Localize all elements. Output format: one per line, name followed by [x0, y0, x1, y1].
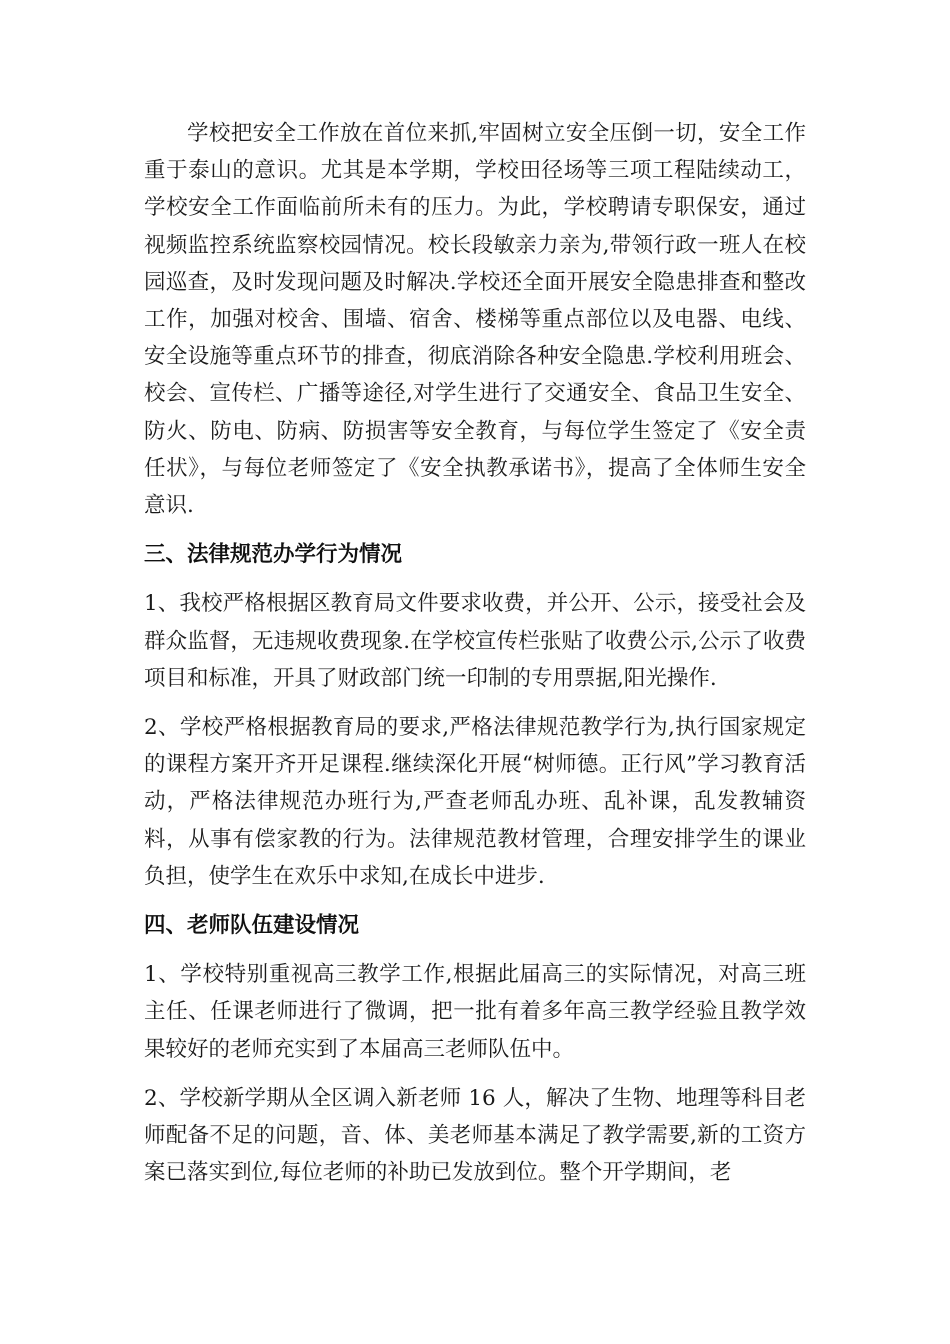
section-heading-teacher-team: 四、老师队伍建设情况: [144, 913, 360, 939]
section3-item-1: 1、我校严格根据区教育局文件要求收费，并公开、公示，接受社会及群众监督，无违规收费现象.在学校宣传栏张贴了收费公示,公示了收费项目和标准，开具了财政部门统一印制的专用票据,阳光操作.: [144, 591, 806, 691]
section4-item-1: 1、学校特别重视高三教学工作,根据此届高三的实际情况，对高三班主任、任课老师进行了微调，把一批有着多年高三教学经验且教学效果较好的老师充实到了本届高三老师队伍中。: [144, 962, 806, 1062]
section-heading-law-conduct: 三、法律规范办学行为情况: [144, 542, 403, 568]
section4-item-2: 2、学校新学期从全区调入新老师 16 人，解决了生物、地理等科目老师配备不足的问题，音、体、美老师基本满足了教学需要,新的工资方案已落实到位,每位老师的补助已发放到位。整个开学期间，老: [144, 1085, 806, 1186]
section3-item-2: 2、学校严格根据教育局的要求,严格法律规范教学行为,执行国家规定的课程方案开齐开足课程.继续深化开展“树师德。正行风”学习教育活动，严格法律规范办班行为,严查老师乱办班、乱补课，乱发教辅资料，从事有偿家教的行为。法律规范教材管理，合理安排学生的课业负担，使学生在欢乐中求知,在成长中进步.: [144, 715, 806, 889]
document-body: [144, 115, 806, 1203]
safety-paragraph: 学校把安全工作放在首位来抓,牢固树立安全压倒一切，安全工作重于泰山的意识。尤其是本学期，学校田径场等三项工程陆续动工，学校安全工作面临前所未有的压力。为此，学校聘请专职保安，通过视频监控系统监察校园情况。校长段敏亲力亲为,带领行政一班人在校园巡查，及时发现问题及时解决.学校还全面开展安全隐患排查和整改工作，加强对校舍、围墙、宿舍、楼梯等重点部位以及电器、电线、安全设施等重点环节的排查，彻底消除各种安全隐患.学校利用班会、校会、宣传栏、广播等途径,对学生进行了交通安全、食品卫生安全、防火、防电、防病、防损害等安全教育，与每位学生签定了《安全责任状》，与每位老师签定了《安全执教承诺书》，提高了全体师生安全意识.: [144, 121, 806, 519]
